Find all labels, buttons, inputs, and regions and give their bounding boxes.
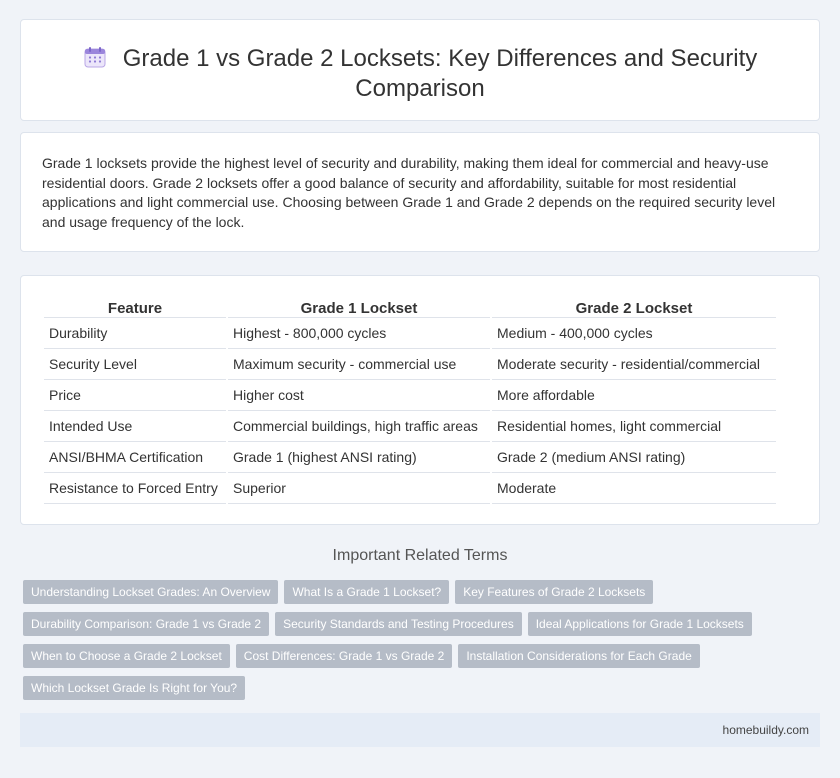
grade-2-cell: Medium - 400,000 cycles	[492, 318, 776, 349]
related-term-tag[interactable]: Security Standards and Testing Procedures	[275, 612, 522, 636]
related-term-tag[interactable]: Ideal Applications for Grade 1 Locksets	[528, 612, 752, 636]
related-term-tag[interactable]: What Is a Grade 1 Lockset?	[284, 580, 449, 604]
tag-row	[23, 580, 783, 612]
related-term-tag[interactable]: Key Features of Grade 2 Locksets	[455, 580, 653, 604]
table-header-row	[44, 296, 776, 318]
tag-row	[23, 644, 783, 676]
grade-1-cell: Higher cost	[228, 380, 490, 411]
grade-2-cell: Moderate security - residential/commercial	[492, 349, 776, 380]
header-grade-2: Grade 2 Lockset	[492, 296, 776, 318]
page-title-wrap	[21, 44, 819, 104]
grade-1-cell: Commercial buildings, high traffic areas	[228, 411, 490, 442]
related-term-tag[interactable]: Durability Comparison: Grade 1 vs Grade 2	[23, 612, 269, 636]
feature-cell: Security Level	[44, 349, 226, 380]
comparison-card	[20, 275, 820, 525]
table-row	[44, 473, 776, 504]
comparison-table	[42, 296, 778, 504]
feature-cell: Intended Use	[44, 411, 226, 442]
summary-card	[20, 132, 820, 252]
table-row	[44, 349, 776, 380]
table-row	[44, 442, 776, 473]
related-term-tag[interactable]: When to Choose a Grade 2 Lockset	[23, 644, 230, 668]
grade-1-cell: Highest - 800,000 cycles	[228, 318, 490, 349]
page-title: Grade 1 vs Grade 2 Locksets: Key Differences and Security Comparison	[122, 45, 758, 102]
related-term-tag[interactable]: Installation Considerations for Each Grade	[458, 644, 699, 668]
table-row	[44, 411, 776, 442]
grade-2-cell: Residential homes, light commercial	[492, 411, 776, 442]
table-row	[44, 380, 776, 411]
table-row	[44, 318, 776, 349]
related-term-tag[interactable]: Cost Differences: Grade 1 vs Grade 2	[236, 644, 453, 668]
related-term-tag[interactable]: Which Lockset Grade Is Right for You?	[23, 676, 245, 700]
feature-cell: Durability	[44, 318, 226, 349]
grade-1-cell: Maximum security - commercial use	[228, 349, 490, 380]
feature-cell: Resistance to Forced Entry	[44, 473, 226, 504]
footer-site-link[interactable]: homebuildy.com	[722, 723, 809, 737]
related-terms-list	[23, 580, 783, 708]
header-feature: Feature	[44, 296, 226, 318]
tag-row	[23, 676, 783, 708]
footer	[20, 713, 820, 747]
feature-cell: Price	[44, 380, 226, 411]
grade-1-cell: Superior	[228, 473, 490, 504]
related-terms-heading: Important Related Terms	[332, 547, 508, 564]
grade-2-cell: More affordable	[492, 380, 776, 411]
grade-2-cell: Grade 2 (medium ANSI rating)	[492, 442, 776, 473]
title-card	[20, 19, 820, 121]
grade-2-cell: Moderate	[492, 473, 776, 504]
header-grade-1: Grade 1 Lockset	[228, 296, 490, 318]
grade-1-cell: Grade 1 (highest ANSI rating)	[228, 442, 490, 473]
feature-cell: ANSI/BHMA Certification	[44, 442, 226, 473]
tag-row	[23, 612, 783, 644]
related-term-tag[interactable]: Understanding Lockset Grades: An Overview	[23, 580, 278, 604]
summary-text: Grade 1 locksets provide the highest level of security and durability, making them ideal for commercial and heavy-use residential doors. Grade 2 locksets offer a good balance of security and affordability, suitable for most residential applications and light commercial use. Choosing between Grade 1 and Grade 2 depends on the required security level and usage frequency of the lock.	[42, 155, 776, 230]
calendar-icon	[83, 46, 107, 68]
